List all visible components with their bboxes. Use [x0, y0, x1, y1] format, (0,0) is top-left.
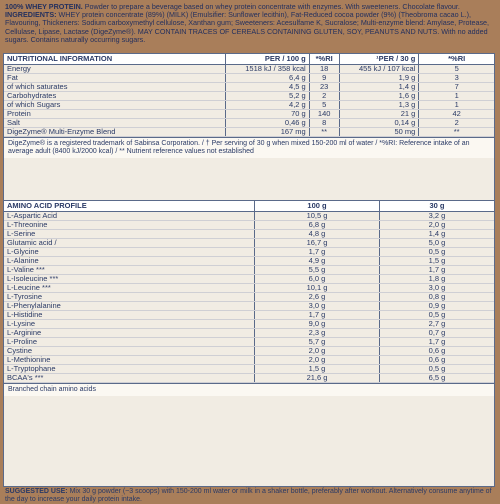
amino-name: Glutamic acid /	[7, 238, 57, 247]
amino-name: L-Aspartic Acid	[7, 211, 58, 220]
ri-header: *%RI	[309, 54, 339, 64]
amino-row	[4, 338, 494, 347]
amino-100g-value: 21,6 g	[254, 374, 379, 382]
per-30g-value: 455 kJ / 107 kcal	[339, 65, 419, 73]
nutrition-row	[4, 128, 494, 137]
ri-value: 2	[309, 92, 339, 100]
amino-100g-value: 6,0 g	[254, 275, 379, 283]
amino-30g-value: 1,8 g	[379, 275, 494, 283]
amino-row	[4, 302, 494, 311]
amino-30g-value: 2,7 g	[379, 320, 494, 328]
nutrient-name: Protein	[7, 109, 31, 118]
amino-100g-value: 4,9 g	[254, 257, 379, 265]
amino-100g-value: 9,0 g	[254, 320, 379, 328]
ri-30g-value: 42	[418, 110, 494, 118]
nutrition-row	[4, 110, 494, 119]
per-100g-value: 4,2 g	[225, 101, 309, 109]
amino-header-row	[4, 201, 494, 212]
amino-100g-value: 1,5 g	[254, 365, 379, 373]
amino-name: L-Lysine	[7, 319, 36, 328]
amino-100g-value: 10,5 g	[254, 212, 379, 220]
per-30g-header: ¹PER / 30 g	[339, 54, 419, 64]
amino-30g-value: 0,7 g	[379, 329, 494, 337]
amino-name: L-Leucine ***	[7, 283, 51, 292]
amino-30g-value: 0,5 g	[379, 248, 494, 256]
amino-100g-value: 3,0 g	[254, 302, 379, 310]
nutrition-row	[4, 92, 494, 101]
amino-row	[4, 320, 494, 329]
amino-header: AMINO ACID PROFILE	[7, 201, 87, 210]
amino-30g-header: 30 g	[379, 201, 494, 211]
amino-row	[4, 329, 494, 338]
amino-30g-value: 1,7 g	[379, 266, 494, 274]
amino-30g-value: 1,7 g	[379, 338, 494, 346]
amino-name: BCAA's ***	[7, 373, 44, 382]
amino-row	[4, 374, 494, 383]
product-description: Powder to prepare a beverage based on whey protein concentrate with enzymes. With sweeteners. Chocolate flavour.	[84, 2, 460, 11]
amino-100g-value: 2,0 g	[254, 347, 379, 355]
amino-name: L-Threonine	[7, 220, 48, 229]
amino-row	[4, 212, 494, 221]
amino-100g-value: 5,7 g	[254, 338, 379, 346]
per-30g-value: 0,14 g	[339, 119, 419, 127]
amino-30g-value: 1,5 g	[379, 257, 494, 265]
ingredients-label: INGREDIENTS:	[5, 10, 57, 20]
ingredients-text: WHEY protein concentrate (89%) (MILK) (Emulsifier: Sunflower lecithin), Fat-Reduced cocoa powder (9%) (Theobroma cacao L.), Flavouring, Thickeners: Sodium carboxymethyl cellulose, Xanthan gum; Sweeteners: Acesulfame K, Sucralose; Multi-enzyme blend: Amylase, Protease, Cellulase, Lipase, Lactase (DigeZyme®). MAY CONTAIN TRACES OF CEREALS CONTAINING GLUTEN, SOY, PEANUTS AND NUTS. With no added sugars. Contains naturally occurring sugars.	[5, 10, 490, 44]
suggested-label: SUGGESTED USE:	[5, 488, 68, 495]
amino-row	[4, 293, 494, 302]
amino-row	[4, 257, 494, 266]
ri-value: 140	[309, 110, 339, 118]
amino-30g-value: 6,5 g	[379, 374, 494, 382]
nutrient-name: Carbohydrates	[7, 91, 57, 100]
amino-30g-value: 0,6 g	[379, 356, 494, 364]
amino-name: L-Methionine	[7, 355, 51, 364]
amino-row	[4, 311, 494, 320]
amino-name: L-Histidine	[7, 310, 43, 319]
per-100g-value: 5,2 g	[225, 92, 309, 100]
product-info	[5, 3, 495, 44]
amino-name: L-Isoleucine ***	[7, 274, 59, 283]
per-100g-value: 0,46 g	[225, 119, 309, 127]
amino-name: L-Serine	[7, 229, 36, 238]
ri-30g-value: 5	[418, 65, 494, 73]
amino-100g-value: 2,6 g	[254, 293, 379, 301]
suggested-use	[5, 488, 495, 504]
per-100g-header: PER / 100 g	[225, 54, 309, 64]
ri-value: **	[309, 128, 339, 136]
amino-30g-value: 0,5 g	[379, 365, 494, 373]
amino-30g-value: 0,9 g	[379, 302, 494, 310]
amino-acid-table	[3, 200, 495, 487]
per-30g-value: 50 mg	[339, 128, 419, 136]
amino-name: L-Proline	[7, 337, 38, 346]
per-100g-value: 6,4 g	[225, 74, 309, 82]
amino-100g-value: 2,3 g	[254, 329, 379, 337]
amino-row	[4, 221, 494, 230]
nutrition-row	[4, 65, 494, 74]
ri-value: 23	[309, 83, 339, 91]
nutrient-name: Energy	[7, 64, 31, 73]
amino-30g-value: 0,8 g	[379, 293, 494, 301]
amino-row	[4, 230, 494, 239]
amino-name: Cystine	[7, 346, 33, 355]
amino-100g-header: 100 g	[254, 201, 379, 211]
nutrition-footnote: DigeZyme® is a registered trademark of Sabinsa Corporation. / † Per serving of 30 g when mixed 150-200 ml of water / *%RI: Reference intake of an average adult (8400 kJ/2000 kcal) / ** Nutrient reference values not established	[4, 137, 494, 158]
amino-100g-value: 16,7 g	[254, 239, 379, 247]
amino-30g-value: 1,4 g	[379, 230, 494, 238]
per-100g-value: 4,5 g	[225, 83, 309, 91]
nutrition-table	[3, 53, 495, 220]
amino-100g-value: 2,0 g	[254, 356, 379, 364]
amino-row	[4, 356, 494, 365]
ri-value: 8	[309, 119, 339, 127]
nutrition-row	[4, 74, 494, 83]
amino-name: L-Arginine	[7, 328, 42, 337]
amino-100g-value: 5,5 g	[254, 266, 379, 274]
amino-row	[4, 284, 494, 293]
per-100g-value: 1518 kJ / 358 kcal	[225, 65, 309, 73]
nutrient-name: Fat	[7, 73, 18, 82]
amino-100g-value: 6,8 g	[254, 221, 379, 229]
amino-row	[4, 239, 494, 248]
per-30g-value: 1,4 g	[339, 83, 419, 91]
per-30g-value: 1,9 g	[339, 74, 419, 82]
nutrient-name: Salt	[7, 118, 20, 127]
amino-30g-value: 2,0 g	[379, 221, 494, 229]
nutrition-header: NUTRITIONAL INFORMATION	[7, 54, 113, 63]
amino-name: L-Glycine	[7, 247, 39, 256]
ri-30g-header: *%RI	[418, 54, 494, 64]
amino-30g-value: 3,2 g	[379, 212, 494, 220]
amino-name: L-Tyrosine	[7, 292, 43, 301]
amino-row	[4, 266, 494, 275]
amino-row	[4, 275, 494, 284]
amino-row	[4, 365, 494, 374]
ri-30g-value: 1	[418, 101, 494, 109]
amino-name: L-Valine ***	[7, 265, 45, 274]
per-30g-value: 1,6 g	[339, 92, 419, 100]
amino-100g-value: 1,7 g	[254, 311, 379, 319]
ri-30g-value: **	[418, 128, 494, 136]
nutrient-name: DigeZyme® Multi-Enzyme Blend	[7, 127, 116, 136]
ri-value: 18	[309, 65, 339, 73]
ri-30g-value: 1	[418, 92, 494, 100]
amino-30g-value: 0,6 g	[379, 347, 494, 355]
nutrient-name: of which saturates	[7, 82, 68, 91]
ri-30g-value: 7	[418, 83, 494, 91]
ri-30g-value: 3	[418, 74, 494, 82]
ri-value: 5	[309, 101, 339, 109]
amino-name: L-Alanine	[7, 256, 39, 265]
amino-30g-value: 5,0 g	[379, 239, 494, 247]
amino-name: L-Phenylalanine	[7, 301, 61, 310]
nutrition-row	[4, 83, 494, 92]
ri-value: 9	[309, 74, 339, 82]
amino-row	[4, 347, 494, 356]
amino-name: L-Tryptophane	[7, 364, 56, 373]
amino-100g-value: 10,1 g	[254, 284, 379, 292]
ri-30g-value: 2	[418, 119, 494, 127]
amino-footnote: Branched chain amino acids	[4, 383, 494, 396]
amino-30g-value: 0,5 g	[379, 311, 494, 319]
product-name: 100% WHEY PROTEIN.	[5, 2, 83, 11]
amino-30g-value: 3,0 g	[379, 284, 494, 292]
per-100g-value: 70 g	[225, 110, 309, 118]
amino-row	[4, 248, 494, 257]
per-30g-value: 21 g	[339, 110, 419, 118]
amino-100g-value: 4,8 g	[254, 230, 379, 238]
per-100g-value: 167 mg	[225, 128, 309, 136]
per-30g-value: 1,3 g	[339, 101, 419, 109]
nutrition-row	[4, 101, 494, 110]
nutrient-name: of which Sugars	[7, 100, 61, 109]
amino-100g-value: 1,7 g	[254, 248, 379, 256]
suggested-text: Mix 30 g powder (~3 scoops) with 150-200 ml water or milk in a shaker bottle, preferably after workout. Alternatively consume anytime of the day to increase your daily protein intake.	[5, 488, 492, 503]
